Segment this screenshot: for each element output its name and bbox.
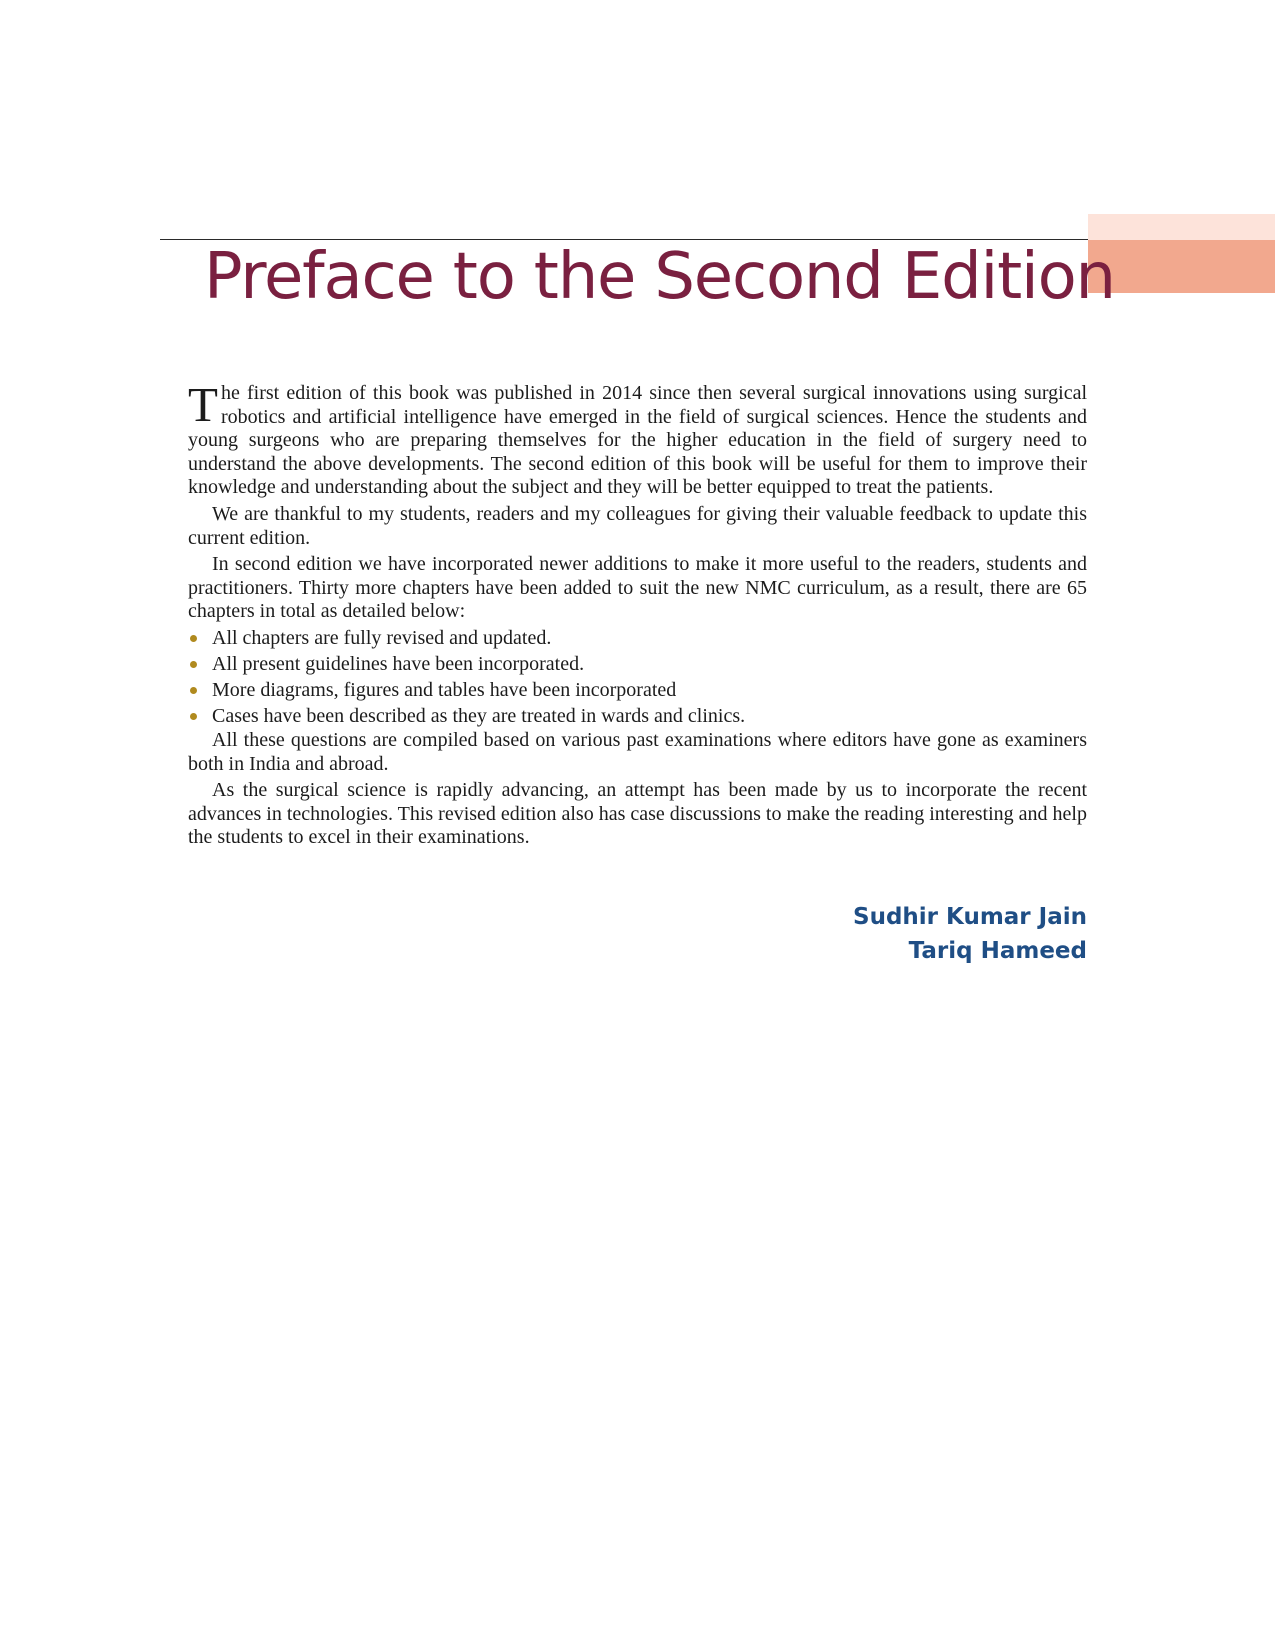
bullet-dot-icon <box>190 661 197 668</box>
paragraph-additions: In second edition we have incorporated newer additions to make it more useful to the readers, students and practitioners. Thirty more chapters have been added to suit the new NMC curriculum, as a result, there are 65 chapters in total as detailed below: <box>188 553 1087 623</box>
bullet-dot-icon <box>190 713 197 720</box>
header-tab-dark <box>1088 240 1275 293</box>
paragraph-advances: As the surgical science is rapidly advancing, an attempt has been made by us to incorporate the recent advances in technologies. This revised edition also has case discussions to make the reading interesting and help the students to excel in their examinations. <box>188 779 1087 849</box>
header-tab-light <box>1088 214 1275 240</box>
page-title: Preface to the Second Edition <box>204 240 1115 314</box>
bullet-dot-icon <box>190 635 197 642</box>
preface-body <box>188 377 1087 850</box>
list-item: More diagrams, figures and tables have been incorporated <box>188 677 1087 703</box>
first-paragraph <box>188 377 1087 500</box>
list-item: All present guidelines have been incorporated. <box>188 651 1087 677</box>
first-paragraph-text: he first edition of this book was published in 2014 since then several surgical innovations using surgical robotics and artificial intelligence have emerged in the field of surgical sciences. Hence the students and young surgeons who are preparing themselves for the higher education in the field of surgery need to understand the above developments. The second edition of this book will be useful for them to improve their knowledge and understanding about the subject and they will be better equipped to treat the patients. <box>188 382 1087 499</box>
paragraph-thanks: We are thankful to my students, readers and my colleagues for giving their valuable feedback to update this current edition. <box>188 502 1087 549</box>
author-name: Sudhir Kumar Jain <box>853 904 1087 930</box>
paragraph-examinations: All these questions are compiled based on various past examinations where editors have gone as examiners both in India and abroad. <box>188 728 1087 775</box>
drop-cap: T <box>188 377 218 432</box>
author-name: Tariq Hameed <box>908 938 1087 964</box>
list-item: All chapters are fully revised and updated. <box>188 625 1087 651</box>
author-signature <box>853 900 1087 968</box>
feature-list <box>188 625 1087 729</box>
list-item: Cases have been described as they are treated in wards and clinics. <box>188 703 1087 729</box>
bullet-dot-icon <box>190 687 197 694</box>
